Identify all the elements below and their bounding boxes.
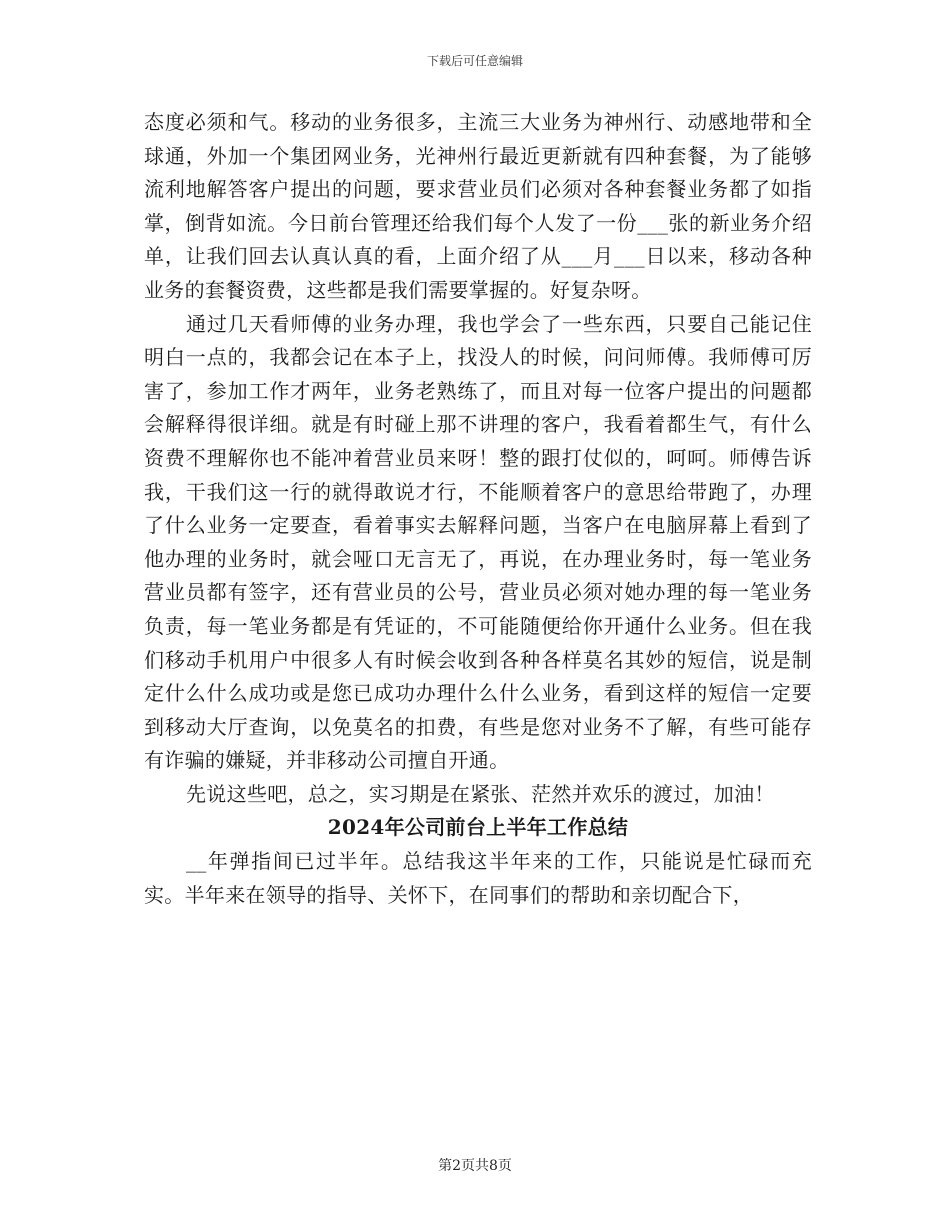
- paragraph-continuation: 态度必须和气。移动的业务很多，主流三大业务为神州行、动感地带和全球通，外加一个集团网业务，光神州行最近更新就有四种套餐，为了能够流利地解答客户提出的问题，要求营业员们必须对各种套餐业务都了如指掌，倒背如流。今日前台管理还给我们每个人发了一份___张的新业务介绍单，让我们回去认真认真的看，上面介绍了从___月___日以来，移动各种业务的套餐资费，这些都是我们需要掌握的。好复杂呀。: [144, 110, 812, 302]
- page-number: 第2页共8页: [438, 1158, 512, 1174]
- document-body: [144, 106, 812, 912]
- paragraph-closing: 先说这些吧，总之，实习期是在紧张、茫然并欢乐的渡过，加油！: [186, 781, 775, 806]
- page-header-note: 下载后可任意编辑: [426, 54, 523, 68]
- section-title: 2024年公司前台上半年工作总结: [327, 815, 629, 840]
- paragraph-master-teaching: 通过几天看师傅的业务办理，我也学会了一些东西，只要自己能记住明白一点的，我都会记在本子上，找没人的时候，问问师傅。我师傅可厉害了，参加工作才两年，业务老熟练了，而且对每一位客户提出的问题都会解释得很详细。就是有时碰上那不讲理的客户，我看着都生气，有什么资费不理解你也不能冲着营业员来呀！整的跟打仗似的，呵呵。师傅告诉我，干我们这一行的就得敢说才行，不能顺着客户的意思给带跑了，办理了什么业务一定要查，看着事实去解释问题，当客户在电脑屏幕上看到了他办理的业务时，就会哑口无言无了，再说，在办理业务时，每一笔业务营业员都有签字，还有营业员的公号，营业员必须对她办理的每一笔业务负责，每一笔业务都是有凭证的，不可能随便给你开通什么业务。但在我们移动手机用户中很多人有时候会收到各种各样莫名其妙的短信，说是制定什么什么成功或是您已成功办理什么什么业务，看到这样的短信一定要到移动大厅查询，以免莫名的扣费，有些是您对业务不了解，有些可能存有诈骗的嫌疑，并非移动公司擅自开通。: [144, 311, 812, 773]
- paragraph-summary-intro: __年弹指间已过半年。总结我这半年来的工作，只能说是忙碌而充实。半年来在领导的指导、关怀下，在同事们的帮助和亲切配合下，: [144, 849, 812, 907]
